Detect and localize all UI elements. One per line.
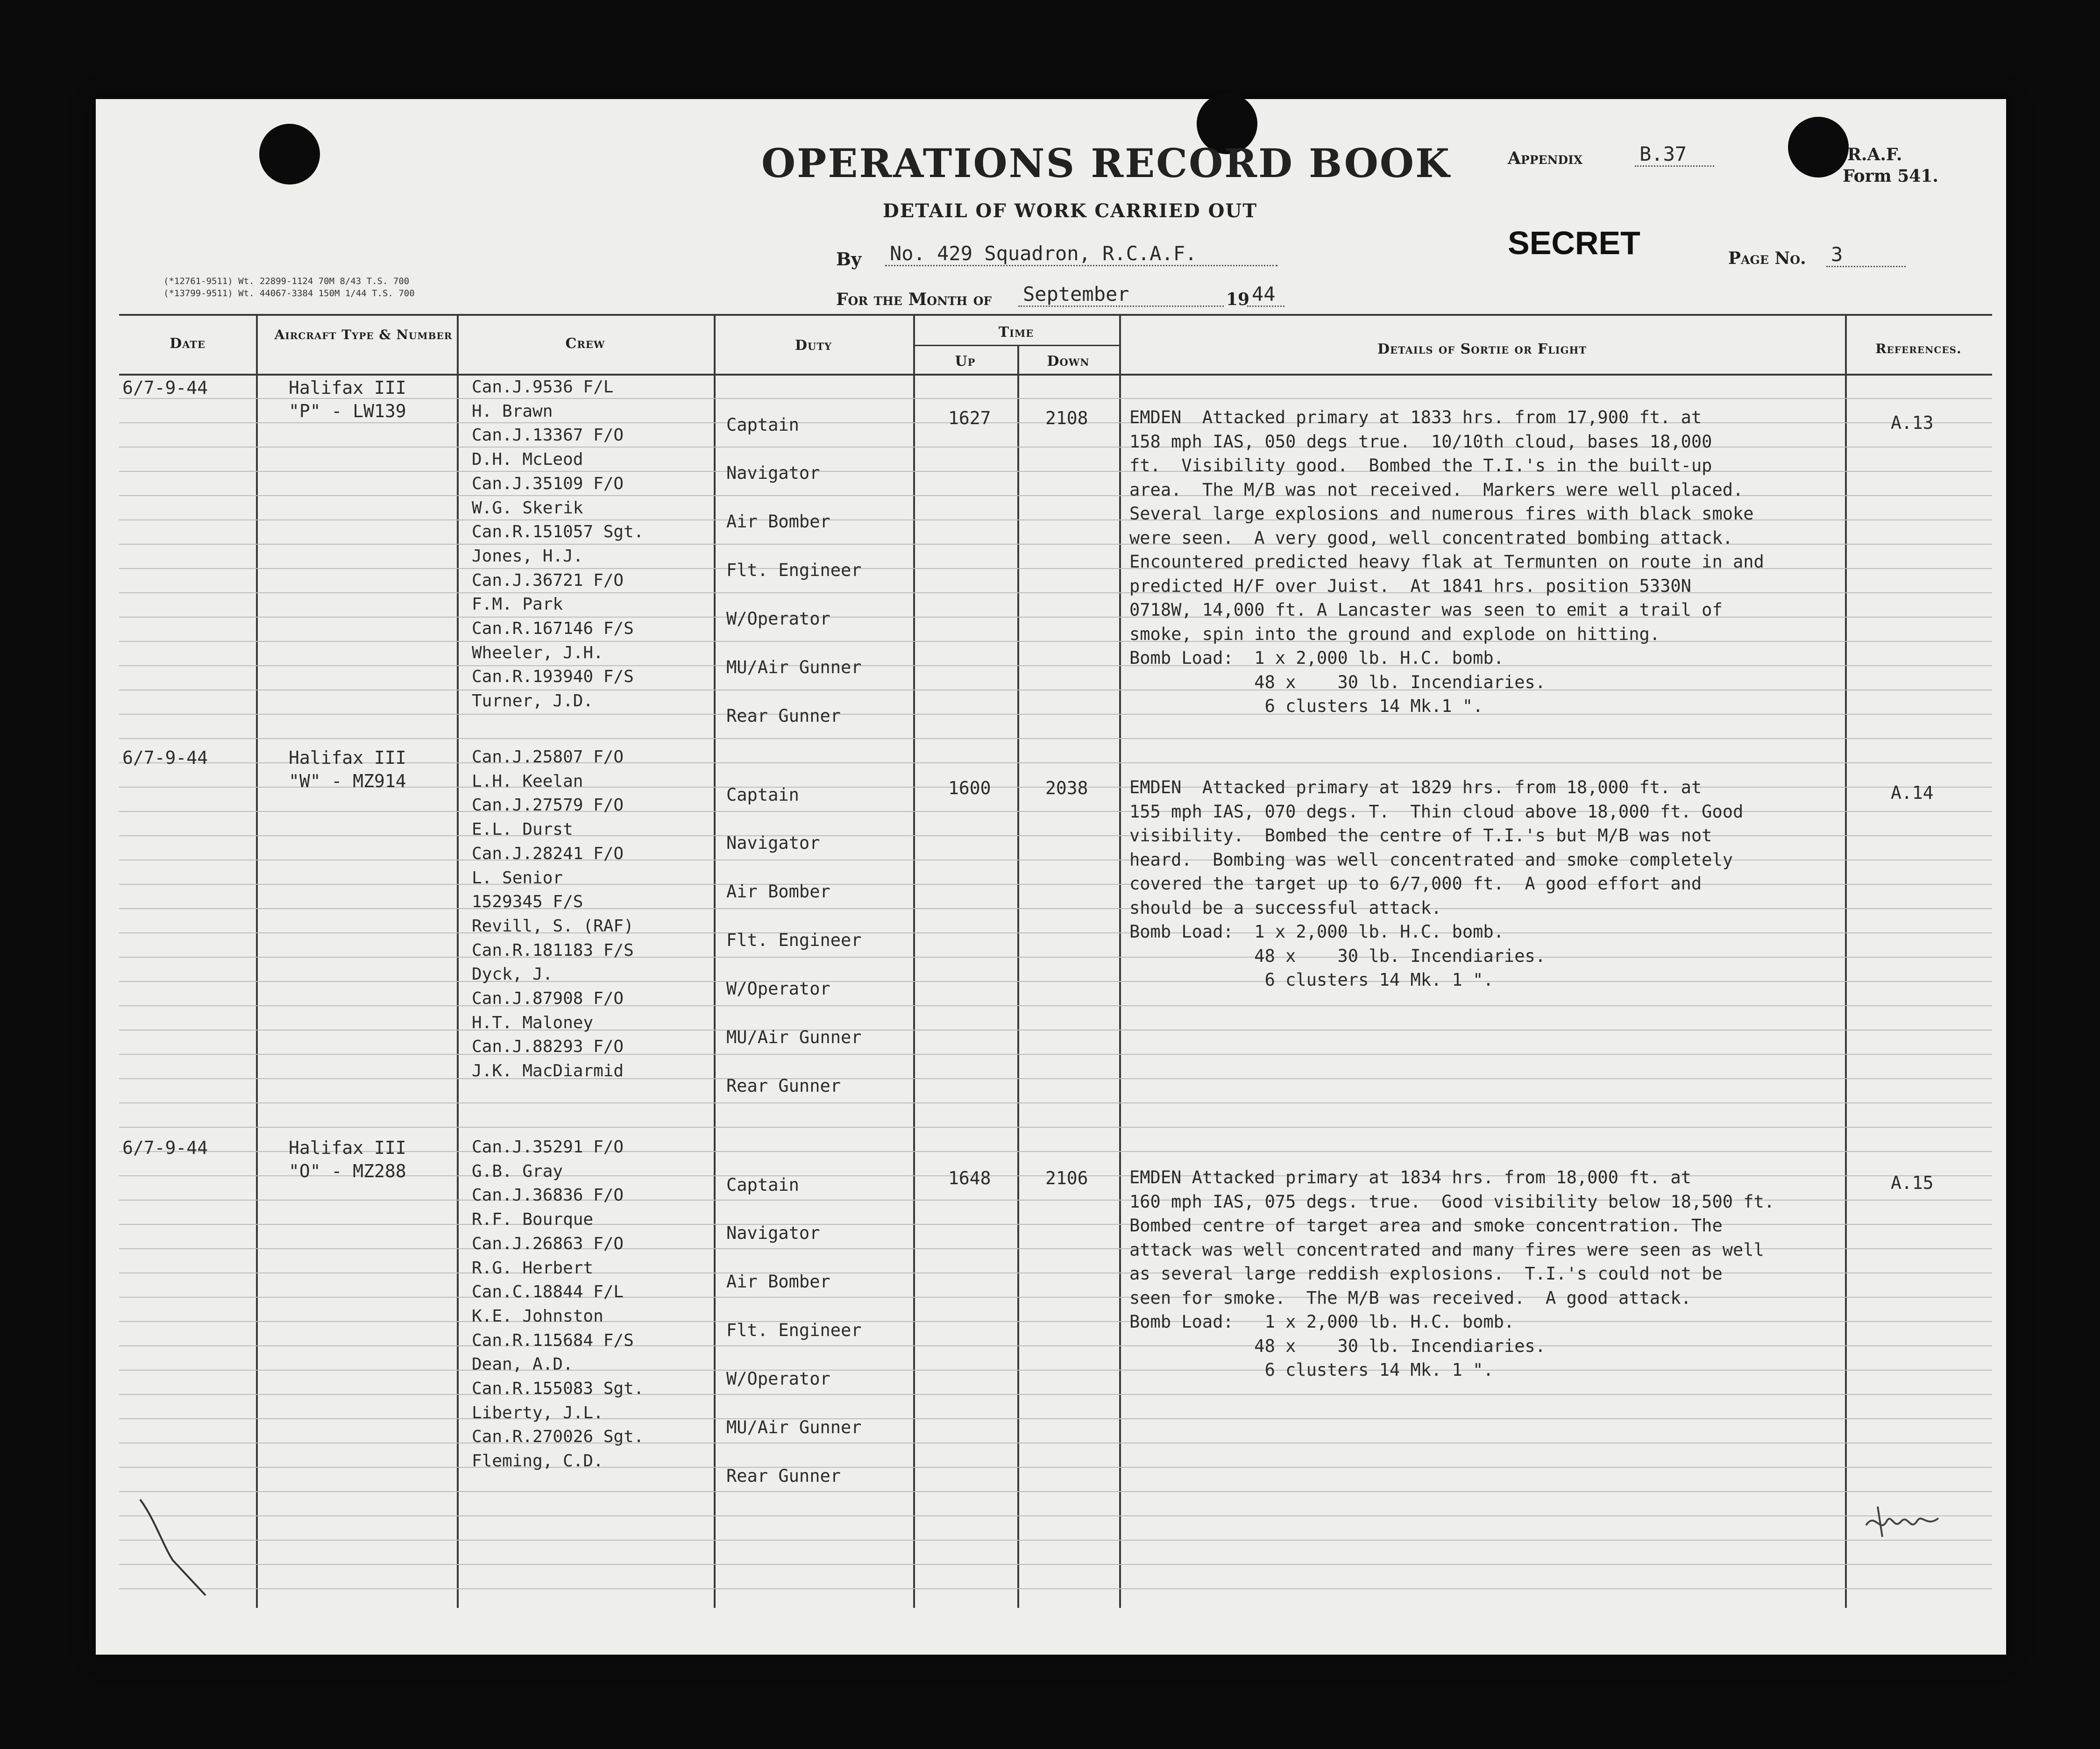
- sortie-detail-line: were seen. A very good, well concentrated bombing attack.: [1129, 527, 1733, 548]
- col-header-details: Details of Sortie or Flight: [1377, 341, 1587, 357]
- sortie-date: 6/7-9-44: [122, 1138, 208, 1158]
- sortie-detail-line: 160 mph IAS, 075 degs. true. Good visibility below 18,500 ft.: [1129, 1191, 1775, 1212]
- crew-line: F.M. Park: [472, 595, 563, 614]
- crew-duty: Air Bomber: [726, 1272, 830, 1292]
- sortie-detail-line: should be a successful attack.: [1129, 897, 1442, 918]
- crew-duty: MU/Air Gunner: [726, 1027, 862, 1047]
- crew-line: Wheeler, J.H.: [472, 643, 603, 662]
- col-header-crew: Crew: [565, 335, 605, 352]
- binder-hole-right: [1788, 117, 1849, 178]
- crew-line: L. Senior: [472, 868, 563, 888]
- crew-line: Can.R.193940 F/S: [472, 667, 634, 687]
- ruled-line: [119, 1418, 1992, 1419]
- col-divider-down: [1119, 314, 1121, 1608]
- col-header-time: Time: [998, 324, 1034, 341]
- crew-duty: Captain: [726, 415, 799, 435]
- crew-line: Can.J.87908 F/O: [472, 989, 624, 1008]
- time-up: 1648: [948, 1168, 991, 1188]
- col-header-date: Date: [170, 335, 206, 352]
- crew-duty: Navigator: [726, 1223, 820, 1243]
- sortie-detail-line: 6 clusters 14 Mk.1 ".: [1129, 696, 1483, 716]
- crew-duty: Rear Gunner: [726, 1076, 841, 1096]
- crew-line: R.G. Herbert: [472, 1258, 594, 1278]
- aircraft-type: Halifax III: [289, 377, 406, 398]
- sortie-detail-line: covered the target up to 6/7,000 ft. A good effort and: [1129, 874, 1702, 894]
- ruled-line: [119, 1127, 1992, 1128]
- crew-line: Can.J.13367 F/O: [472, 426, 624, 445]
- aircraft-number: "W" - MZ914: [289, 771, 406, 791]
- col-header-down: Down: [1047, 353, 1090, 370]
- crew-line: J.K. MacDiarmid: [472, 1061, 624, 1081]
- crew-line: H.T. Maloney: [472, 1013, 594, 1032]
- ruled-line: [119, 1030, 1992, 1031]
- appendix-label: Appendix: [1508, 149, 1583, 168]
- sortie-detail-line: seen for smoke. The M/B was received. A good attack.: [1129, 1287, 1691, 1308]
- page-number: 3: [1826, 243, 1906, 267]
- reference: A.14: [1891, 782, 1934, 803]
- reference: A.13: [1891, 412, 1934, 433]
- crew-duty: W/Operator: [726, 1369, 830, 1389]
- crew-line: Can.C.18844 F/L: [472, 1282, 624, 1302]
- crew-line: W.G. Skerik: [472, 498, 583, 518]
- sortie-detail-line: Bomb Load: 1 x 2,000 lb. H.C. bomb.: [1129, 1312, 1515, 1332]
- crew-line: Can.J.25807 F/O: [472, 747, 624, 767]
- col-divider-duty: [913, 314, 915, 1608]
- ruled-line: [119, 1588, 1992, 1589]
- raf-label: R.A.F.: [1847, 145, 1902, 164]
- by-label: By: [836, 249, 862, 270]
- crew-line: Liberty, J.L.: [472, 1403, 603, 1422]
- sortie-detail-line: 6 clusters 14 Mk. 1 ".: [1129, 1360, 1494, 1380]
- sortie-date: 6/7-9-44: [122, 747, 208, 768]
- crew-line: Can.J.88293 F/O: [472, 1037, 624, 1057]
- page-label: Page No.: [1728, 249, 1806, 268]
- crew-line: Turner, J.D.: [472, 691, 594, 711]
- squadron-value: No. 429 Squadron, R.C.A.F.: [885, 242, 1277, 266]
- col-header-references: References.: [1875, 341, 1962, 356]
- sortie-detail-line: EMDEN Attacked primary at 1834 hrs. from 18,000 ft. at: [1129, 1167, 1691, 1187]
- crew-line: Can.R.155083 Sgt.: [472, 1379, 644, 1398]
- ruled-line: [119, 1102, 1992, 1103]
- margin-tick-mark: [135, 1490, 210, 1598]
- col-divider-date: [256, 314, 258, 1608]
- sortie-detail-line: Encountered predicted heavy flak at Termunten on route in and: [1129, 552, 1764, 572]
- aircraft-number: "O" - MZ288: [289, 1161, 406, 1181]
- sortie-date: 6/7-9-44: [122, 377, 208, 398]
- crew-line: Can.J.9536 F/L: [472, 377, 614, 397]
- crew-duty: Navigator: [726, 833, 820, 853]
- crew-line: Can.R.151057 Sgt.: [472, 522, 644, 542]
- crew-duty: Air Bomber: [726, 882, 830, 902]
- secret-stamp: SECRET: [1508, 225, 1640, 261]
- crew-line: L.H. Keelan: [472, 771, 583, 791]
- sortie-detail-line: 158 mph IAS, 050 degs true. 10/10th cloud, bases 18,000: [1129, 431, 1712, 452]
- crew-line: Fleming, C.D.: [472, 1451, 603, 1471]
- crew-line: 1529345 F/S: [472, 892, 583, 912]
- col-header-up: Up: [955, 353, 976, 370]
- crew-line: Dyck, J.: [472, 965, 553, 984]
- sortie-detail-line: 0718W, 14,000 ft. A Lancaster was seen to emit a trail of: [1129, 600, 1723, 620]
- table-top-rule: [119, 314, 1992, 316]
- col-divider-crew: [714, 314, 716, 1608]
- crew-line: Can.J.27579 F/O: [472, 796, 624, 815]
- sortie-detail-line: EMDEN Attacked primary at 1833 hrs. from 17,900 ft. at: [1129, 407, 1702, 427]
- print-code-1: (*12761-9511) Wt. 22899-1124 70M 8/43 T.S. 700: [163, 276, 410, 286]
- ruled-line: [119, 1467, 1992, 1468]
- table-header-rule: [119, 374, 1992, 376]
- page-subtitle: DETAIL OF WORK CARRIED OUT: [883, 200, 1258, 222]
- time-down: 2038: [1045, 778, 1088, 798]
- sortie-detail-line: Bomb Load: 1 x 2,000 lb. H.C. bomb.: [1129, 922, 1504, 942]
- page-title: OPERATIONS RECORD BOOK: [761, 140, 1451, 186]
- crew-line: Can.R.115684 F/S: [472, 1330, 634, 1350]
- crew-duty: MU/Air Gunner: [726, 657, 862, 677]
- time-up: 1600: [948, 778, 991, 798]
- crew-line: Can.J.36721 F/O: [472, 570, 624, 590]
- ruled-line: [119, 1515, 1992, 1516]
- crew-line: R.F. Bourque: [472, 1210, 594, 1230]
- crew-line: Can.R.270026 Sgt.: [472, 1427, 644, 1447]
- ruled-line: [119, 1564, 1992, 1565]
- sortie-detail-line: Bomb Load: 1 x 2,000 lb. H.C. bomb.: [1129, 648, 1504, 668]
- ruled-line: [119, 1054, 1992, 1055]
- form-number: Form 541.: [1843, 166, 1938, 186]
- crew-line: Can.J.35291 F/O: [472, 1138, 624, 1157]
- ruled-line: [119, 1005, 1992, 1006]
- print-code-2: (*13799-9511) Wt. 44067-3384 150M 1/44 T.S. 700: [163, 288, 415, 299]
- month-label: For the Month of: [836, 290, 992, 309]
- ruled-line: [119, 738, 1992, 739]
- sortie-detail-line: smoke, spin into the ground and explode on hitting.: [1129, 624, 1660, 644]
- crew-line: Can.J.36836 F/O: [472, 1186, 624, 1205]
- time-down: 2108: [1045, 408, 1088, 428]
- crew-line: G.B. Gray: [472, 1161, 563, 1181]
- sortie-detail-line: 48 x 30 lb. Incendiaries.: [1129, 672, 1546, 692]
- crew-line: E.L. Durst: [472, 820, 573, 839]
- year-value: 44: [1247, 283, 1284, 307]
- sortie-detail-line: 48 x 30 lb. Incendiaries.: [1129, 1336, 1546, 1356]
- time-down: 2106: [1045, 1168, 1088, 1188]
- sortie-detail-line: Bombed centre of target area and smoke concentration. The: [1129, 1216, 1723, 1236]
- col-header-aircraft: Aircraft Type & Number: [274, 327, 453, 342]
- crew-duty: W/Operator: [726, 979, 830, 999]
- crew-duty: W/Operator: [726, 609, 830, 629]
- ruled-line: [119, 1394, 1992, 1395]
- officer-signature: [1861, 1493, 1945, 1544]
- crew-line: H. Brawn: [472, 401, 553, 421]
- time-subheader-rule: [913, 345, 1119, 346]
- crew-duty: Rear Gunner: [726, 706, 841, 726]
- sortie-detail-line: 155 mph IAS, 070 degs. T. Thin cloud above 18,000 ft. Good: [1129, 801, 1744, 822]
- aircraft-number: "P" - LW139: [289, 401, 406, 421]
- binder-hole-left: [259, 124, 320, 185]
- crew-line: Can.J.28241 F/O: [472, 844, 624, 863]
- sortie-detail-line: EMDEN Attacked primary at 1829 hrs. from 18,000 ft. at: [1129, 777, 1702, 797]
- sortie-detail-line: predicted H/F over Juist. At 1841 hrs. position 5330N: [1129, 576, 1691, 596]
- ruled-line: [119, 1540, 1992, 1541]
- crew-line: Dean, A.D.: [472, 1355, 573, 1374]
- crew-duty: Air Bomber: [726, 512, 830, 532]
- crew-duty: Captain: [726, 785, 799, 805]
- sortie-detail-line: 48 x 30 lb. Incendiaries.: [1129, 946, 1546, 966]
- time-up: 1627: [948, 408, 991, 428]
- crew-line: Can.R.167146 F/S: [472, 619, 634, 638]
- crew-line: Jones, H.J.: [472, 546, 583, 566]
- col-divider-aircraft: [457, 314, 459, 1608]
- crew-line: Can.J.26863 F/O: [472, 1234, 624, 1253]
- crew-duty: Flt. Engineer: [726, 1320, 862, 1340]
- aircraft-type: Halifax III: [289, 1138, 406, 1158]
- sortie-detail-line: as several large reddish explosions. T.I.'s could not be: [1129, 1264, 1723, 1284]
- crew-duty: Flt. Engineer: [726, 930, 862, 950]
- crew-line: D.H. McLeod: [472, 450, 583, 469]
- sortie-detail-line: 6 clusters 14 Mk. 1 ".: [1129, 970, 1494, 990]
- ruled-line: [119, 1078, 1992, 1079]
- sortie-detail-line: Several large explosions and numerous fires with black smoke: [1129, 504, 1754, 524]
- aircraft-type: Halifax III: [289, 747, 406, 768]
- month-value: September: [1018, 283, 1224, 307]
- crew-line: K.E. Johnston: [472, 1306, 603, 1326]
- crew-line: Revill, S. (RAF): [472, 916, 634, 936]
- sortie-detail-line: visibility. Bombed the centre of T.I.'s but M/B was not: [1129, 825, 1712, 846]
- crew-duty: Rear Gunner: [726, 1466, 841, 1486]
- sortie-detail-line: attack was well concentrated and many fires were seen as well: [1129, 1239, 1764, 1260]
- reference: A.15: [1891, 1173, 1934, 1193]
- sortie-detail-line: heard. Bombing was well concentrated and smoke completely: [1129, 849, 1733, 870]
- sortie-detail-line: ft. Visibility good. Bombed the T.I.'s in the built-up: [1129, 455, 1712, 476]
- crew-duty: Navigator: [726, 463, 820, 483]
- crew-duty: Captain: [726, 1175, 799, 1195]
- crew-duty: Flt. Engineer: [726, 560, 862, 580]
- sortie-detail-line: area. The M/B was not received. Markers were well placed.: [1129, 479, 1744, 500]
- year-prefix: 19: [1226, 290, 1250, 309]
- crew-line: Can.R.181183 F/S: [472, 940, 634, 960]
- col-header-duty: Duty: [795, 337, 832, 354]
- ruled-line: [119, 1491, 1992, 1492]
- ruled-line: [119, 398, 1992, 399]
- crew-line: Can.J.35109 F/O: [472, 474, 624, 493]
- appendix-value: B.37: [1635, 142, 1714, 167]
- crew-duty: MU/Air Gunner: [726, 1417, 862, 1437]
